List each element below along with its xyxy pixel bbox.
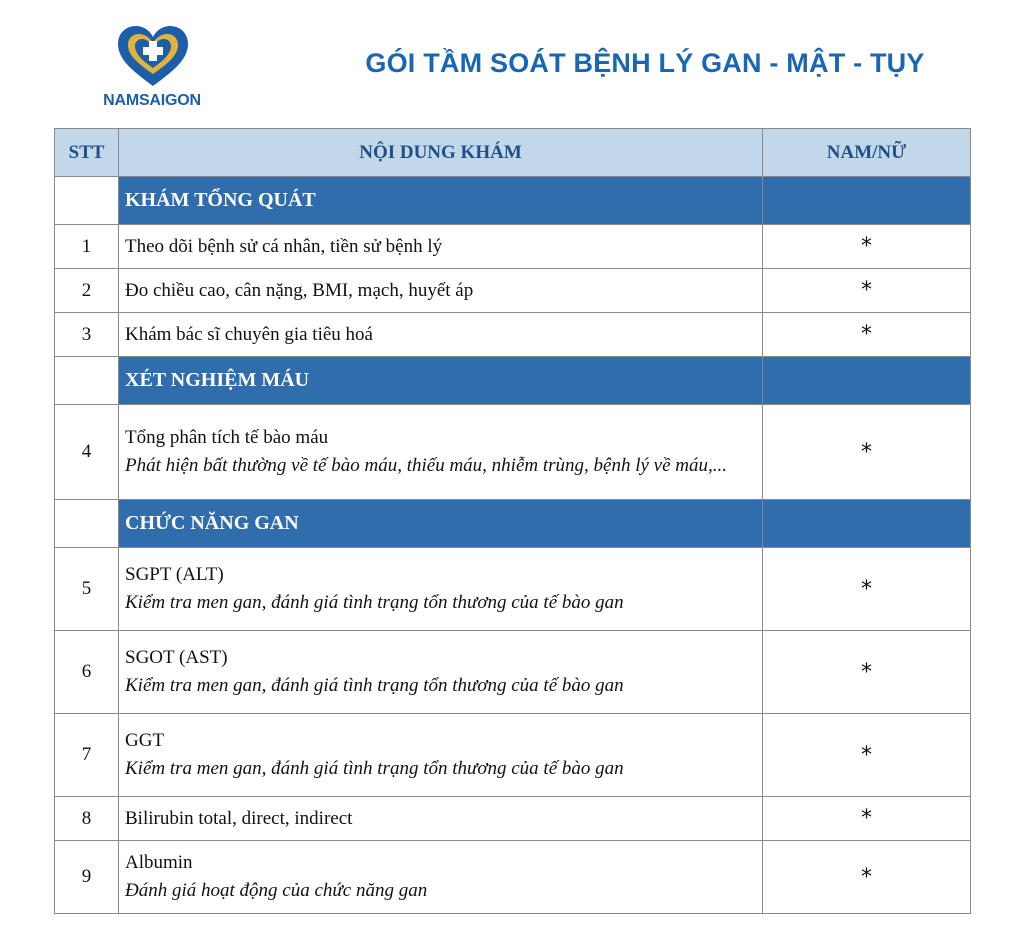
exam-item-name: SGOT (AST)	[125, 647, 228, 669]
section-row-blood-test	[55, 357, 971, 405]
gender-mark: *	[763, 841, 971, 914]
row-stt: 7	[55, 714, 119, 797]
table-row	[55, 797, 971, 841]
gender-mark: *	[763, 313, 971, 357]
gender-mark: *	[763, 405, 971, 500]
row-content	[119, 313, 763, 357]
section-title: CHỨC NĂNG GAN	[119, 500, 763, 548]
column-header-gender: NAM/NỮ	[763, 129, 971, 177]
exam-item-description: Kiểm tra men gan, đánh giá tình trạng tổn thương của tế bào gan	[125, 758, 624, 779]
exam-item-name: GGT	[125, 730, 165, 752]
section-row-liver-function	[55, 500, 971, 548]
exam-item-name: Đo chiều cao, cân nặng, BMI, mạch, huyết áp	[125, 279, 474, 301]
table-row	[55, 714, 971, 797]
row-stt: 5	[55, 548, 119, 631]
brand-logo	[96, 22, 208, 114]
row-stt: 1	[55, 225, 119, 269]
section-row-general-exam	[55, 177, 971, 225]
table-row	[55, 225, 971, 269]
row-stt: 4	[55, 405, 119, 500]
exam-item-description: Kiểm tra men gan, đánh giá tình trạng tổn thương của tế bào gan	[125, 675, 624, 696]
table-header-row	[55, 129, 971, 177]
gender-mark: *	[763, 797, 971, 841]
gender-mark: *	[763, 714, 971, 797]
exam-item-description: Phát hiện bất thường về tế bào máu, thiếu máu, nhiễm trùng, bệnh lý về máu,...	[125, 455, 728, 476]
section-title: KHÁM TỔNG QUÁT	[119, 177, 763, 225]
gender-mark: *	[763, 631, 971, 714]
row-stt: 6	[55, 631, 119, 714]
exam-item-name: Bilirubin total, direct, indirect	[125, 807, 353, 829]
gender-mark: *	[763, 548, 971, 631]
row-stt: 3	[55, 313, 119, 357]
gender-mark: *	[763, 225, 971, 269]
table-row	[55, 313, 971, 357]
row-stt: 2	[55, 269, 119, 313]
row-content	[119, 631, 763, 714]
exam-item-name: Theo dõi bệnh sử cá nhân, tiền sử bệnh lý	[125, 235, 443, 257]
exam-item-description: Kiểm tra men gan, đánh giá tình trạng tổn thương của tế bào gan	[125, 592, 624, 613]
section-title: XÉT NGHIỆM MÁU	[119, 357, 763, 405]
row-content	[119, 841, 763, 914]
table-row	[55, 631, 971, 714]
row-content	[119, 405, 763, 500]
table-row	[55, 405, 971, 500]
row-stt: 9	[55, 841, 119, 914]
logo-text: NAMSAIGON	[103, 92, 201, 109]
exam-item-description: Đánh giá hoạt động của chức năng gan	[125, 880, 428, 901]
row-content	[119, 714, 763, 797]
gender-mark: *	[763, 269, 971, 313]
exam-item-name: Tổng phân tích tế bào máu	[125, 427, 329, 449]
table-row	[55, 548, 971, 631]
column-header-stt: STT	[55, 129, 119, 177]
row-content	[119, 269, 763, 313]
row-content	[119, 797, 763, 841]
row-content	[119, 548, 763, 631]
exam-item-name: SGPT (ALT)	[125, 564, 224, 586]
table-row	[55, 269, 971, 313]
row-content	[119, 225, 763, 269]
row-stt: 8	[55, 797, 119, 841]
exam-item-name: Khám bác sĩ chuyên gia tiêu hoá	[125, 323, 373, 345]
page-title: GÓI TẦM SOÁT BỆNH LÝ GAN - MẬT - TỤY	[365, 48, 925, 78]
exam-item-name: Albumin	[125, 852, 193, 874]
exam-package-table	[54, 128, 971, 914]
table-row	[55, 841, 971, 914]
column-header-content: NỘI DUNG KHÁM	[119, 129, 763, 177]
namsaigon-heart-cross-icon	[114, 22, 192, 92]
